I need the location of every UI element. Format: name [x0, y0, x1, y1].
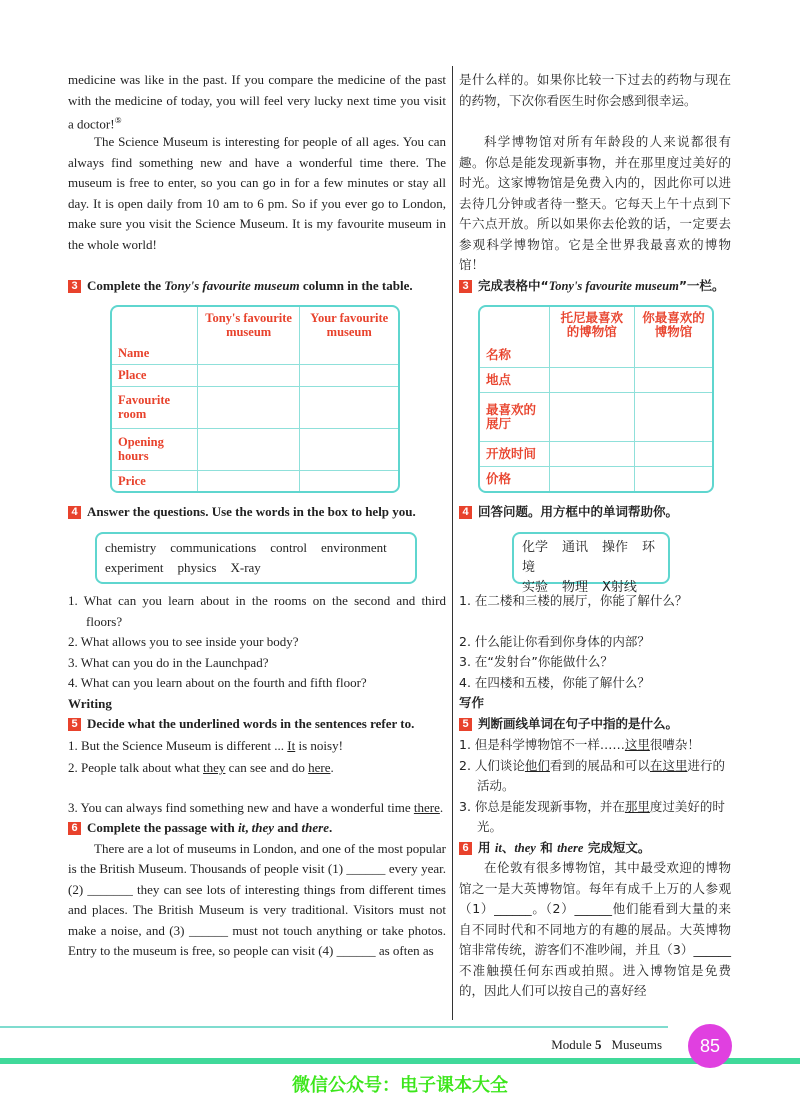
row-label: 开放时间 [480, 442, 550, 467]
exercise-number-badge: 3 [68, 280, 81, 293]
row-label: Opening hours [112, 429, 198, 471]
question-list-cn: 1. 在二楼和三楼的展厅，你能了解什么？ 2. 什么能让你看到你身体的内部？ 3. 在“发射台”你能做什么？ 4. 在四楼和五楼，你能了解什么？ 写作 5 判断画线单词在句子中指的是什么。 1. 但是科学博物馆不一样……这里很嘈杂！ 2. 人们谈论他们看到的展品和可以在这里进行的活动。 3. 你总是能发现新事物，并在那里度过美好的时光。 6 用 it、they 和 there 完成短文。 在伦敦有很多博物馆，其中最受欢迎的博物馆之一是大英博物馆。每年有成千上万的人参观（1）______。（2）______他们能看到大量的来自不同时代和不同地方的有趣的展品。大英博物馆非常传统，游客们不准吵闹，并且（3）______不准触摸任何东西或拍照。进入博物馆是免费的，因此人们可以按自己的喜好经 [459, 591, 731, 1002]
table-row [480, 393, 712, 442]
exercise-5-heading: Decide what the underlined words in the sentences refer to. [87, 716, 415, 731]
answer-cell[interactable] [550, 467, 635, 491]
answer-cell[interactable] [198, 471, 301, 491]
word-option: physics [177, 560, 217, 575]
row-label: Favourite room [112, 387, 198, 429]
sentence-1: 1. But the Science Museum is different ... It is noisy! [68, 737, 343, 753]
favourite-museum-table-cn [478, 305, 714, 493]
passage-paragraph-6: There are a lot of museums in London, and one of the most popular is the British Museum. Thousands of people visit (1) ______ every year. (2) _______ they can see lots of interesting things from different times and places. The British Museum is very traditional. Visitors must not make a noise, and (3) ______ must not touch anything or take photos. Entry to the museum is free, so people can visit (4) ______ as often as [68, 840, 446, 958]
exercise-number-badge: 6 [459, 842, 472, 855]
table-header [112, 307, 198, 343]
word-option: 物理 [562, 580, 589, 595]
word-option: 化学 [522, 540, 549, 555]
word-option: control [270, 540, 308, 555]
table-header: Your favourite museum [310, 311, 389, 339]
question: 4. 在四楼和五楼，你能了解什么？ [459, 674, 650, 690]
table-header [480, 307, 550, 343]
word-option: chemistry [105, 540, 157, 555]
answer-cell[interactable] [300, 429, 398, 471]
word-option: X射线 [602, 580, 637, 595]
table-row [112, 471, 398, 491]
exercise-number-badge: 6 [68, 822, 81, 835]
exercise-3-heading-cn: 3 完成表格中“Tony's favourite museum”一栏。 [459, 276, 759, 297]
word-option: 操作 [602, 540, 629, 555]
text: Answer the questions. Use the words in the box to help you. [87, 504, 416, 519]
answer-cell[interactable] [550, 393, 635, 442]
answer-cell[interactable] [300, 365, 398, 387]
word-box-cn [512, 532, 670, 595]
table-row [480, 442, 712, 467]
table-header: 托尼最喜欢的博物馆 [550, 307, 635, 343]
sentence-2: 2. People talk about what they can see and do here. [68, 760, 334, 775]
watermark: 微信公众号：电子课本大全 [292, 1075, 508, 1096]
question-list: 1. What can you learn about in the rooms on the second and third floors? 2. What allows you to see inside your body? 3. What can you do in the Launchpad? 4. What can you learn about on the fourth and fifth floor? Writing 5 Decide what the underlined words in the sentences refer to. 1. But the Science Museum is different ... It is noisy! 2. People talk about what they can see and do here. 3. You can always find something new and have a wonderful time there. 6 Complete the passage with it, they and there. There are a lot of museums in London, and one of the most popular is the British Museum. Thousands of people visit (1) ______ every year. (2) _______ they can see lots of interesting things from different times and places. The British Museum is very traditional. Visitors must not make a noise, and (3) ______ must not touch anything or take photos. Entry to the museum is free, so people can visit (4) ______ as often as [68, 591, 446, 962]
question: 2. What allows you to see inside your body? [68, 634, 299, 649]
exercise-3-heading [68, 276, 446, 297]
footer-rule [0, 1026, 668, 1028]
passage-paragraph-1 [68, 70, 446, 135]
module-label: Module 5 Museums [551, 1037, 662, 1052]
exercise-number-badge: 4 [459, 506, 472, 519]
row-label: Place [112, 365, 198, 387]
word-box [95, 532, 417, 584]
sentence-3: 3. You can always find something new and have a wonderful time there. [68, 799, 444, 815]
answer-cell[interactable] [550, 442, 635, 467]
sentence-3: 3. 你总是能发现新事物，并在那里度过美好的时光。 [459, 798, 725, 834]
translation-paragraph-6: 在伦敦有很多博物馆，其中最受欢迎的博物馆之一是大英博物馆。每年有成千上万的人参观（1）______。（2）______他们能看到大量的来自不同时代和不同地方的有趣的展品。大英博物馆非常传统，游客们不准吵闹，并且（3）______不准触摸任何东西或拍照。进入博物馆是免费的，因此人们可以按自己的喜好经 [459, 860, 731, 998]
text: Complete the [87, 278, 165, 293]
table-row [112, 343, 398, 365]
note-marker: ⑤ [114, 116, 122, 125]
table-header: Tony's favourite museum [198, 307, 301, 343]
answer-cell[interactable] [198, 365, 301, 387]
word-option: 实验 [522, 580, 549, 595]
answer-cell[interactable] [550, 343, 635, 368]
sentence-1: 1. 但是科学博物馆不一样……这里很嘈杂！ [459, 737, 700, 752]
question: 1. 在二楼和三楼的展厅，你能了解什么？ [459, 593, 688, 608]
row-label: Name [112, 343, 198, 365]
answer-cell[interactable] [300, 343, 398, 365]
word-option: X-ray [230, 560, 261, 575]
word-option: 环境 [522, 540, 656, 575]
answer-cell[interactable] [635, 442, 712, 467]
answer-cell[interactable] [198, 429, 301, 471]
exercise-4-heading-cn: 4 回答问题。用方框中的单词帮助你。 [459, 502, 731, 523]
text: Tony's favourite museum [164, 278, 300, 293]
word-option: experiment [105, 560, 164, 575]
answer-cell[interactable] [635, 343, 712, 368]
question: 3. 在“发射台”你能做什么？ [459, 654, 613, 669]
exercise-number-badge: 5 [459, 718, 472, 731]
row-label: Price [112, 471, 198, 491]
question: 1. What can you learn about in the rooms on the second and third floors? [68, 593, 446, 629]
row-label: 价格 [480, 467, 550, 491]
question: 3. What can you do in the Launchpad? [68, 654, 269, 670]
answer-cell[interactable] [300, 471, 398, 491]
translation-paragraph-1: 是什么样的。如果你比较一下过去的药物与现在的药物，下次你看医生时你会感到很幸运。 [459, 72, 731, 108]
row-label: 地点 [480, 368, 550, 393]
exercise-number-badge: 4 [68, 506, 81, 519]
table-row [112, 429, 398, 471]
word-option: communications [170, 540, 257, 555]
page-number: 85 [688, 1024, 732, 1068]
table-header: 你最喜欢的博物馆 [642, 310, 705, 339]
table-row [480, 343, 712, 368]
column-divider [452, 66, 453, 1020]
question: 4. What can you learn about on the fourth and fifth floor? [68, 675, 367, 690]
sentence-2: 2. 人们谈论他们看到的展品和可以在这里进行的活动。 [459, 757, 725, 793]
table-row [480, 368, 712, 393]
word-option: 通讯 [562, 540, 589, 555]
answer-cell[interactable] [635, 393, 712, 442]
answer-cell[interactable] [550, 368, 635, 393]
section-heading-writing: Writing [68, 695, 112, 711]
passage-paragraph-2: The Science Museum is interesting for people of all ages. You can always find something new and have a wonderful time there. The museum is free to enter, so you can go in for a few minutes or stay all day. It is open daily from 10 am to 6 pm. So if you ever go to London, make sure you visit the Science Museum. It is my favourite museum in the whole world! [68, 134, 446, 252]
section-heading-writing: 写作 [459, 695, 485, 710]
answer-cell[interactable] [635, 368, 712, 393]
table-row [480, 467, 712, 491]
row-label: 最喜欢的展厅 [480, 393, 550, 442]
table-row [112, 387, 398, 429]
table-row [112, 365, 398, 387]
exercise-number-badge: 5 [68, 718, 81, 731]
footer-bar [0, 1058, 800, 1064]
answer-cell[interactable] [198, 387, 301, 429]
exercise-number-badge: 3 [459, 280, 472, 293]
answer-cell[interactable] [635, 467, 712, 491]
text: medicine was like in the past. If you compare the medicine of the past with the medicine of today, you will feel very lucky next time you visit a doctor! [68, 72, 446, 132]
text: column in the table. [299, 278, 413, 293]
row-label: 名称 [480, 343, 550, 368]
answer-cell[interactable] [198, 343, 301, 365]
answer-cell[interactable] [300, 387, 398, 429]
exercise-5-heading: 判断画线单词在句子中指的是什么。 [478, 715, 679, 731]
favourite-museum-table [110, 305, 400, 493]
question: 2. 什么能让你看到你身体的内部？ [459, 633, 650, 649]
word-option: environment [321, 540, 387, 555]
exercise-4-heading [68, 502, 446, 523]
translation-paragraph-2: 科学博物馆对所有年龄段的人来说都很有趣。你总是能发现新事物，并在那里度过美好的时光。这家博物馆是免费入内的，因此你可以进去待几分钟或者待一整天。它每天上午十点到下午六点开放。所以如果你去伦敦的话，一定要去参观科学博物馆。它是全世界我最喜欢的博物馆！ [459, 134, 731, 272]
